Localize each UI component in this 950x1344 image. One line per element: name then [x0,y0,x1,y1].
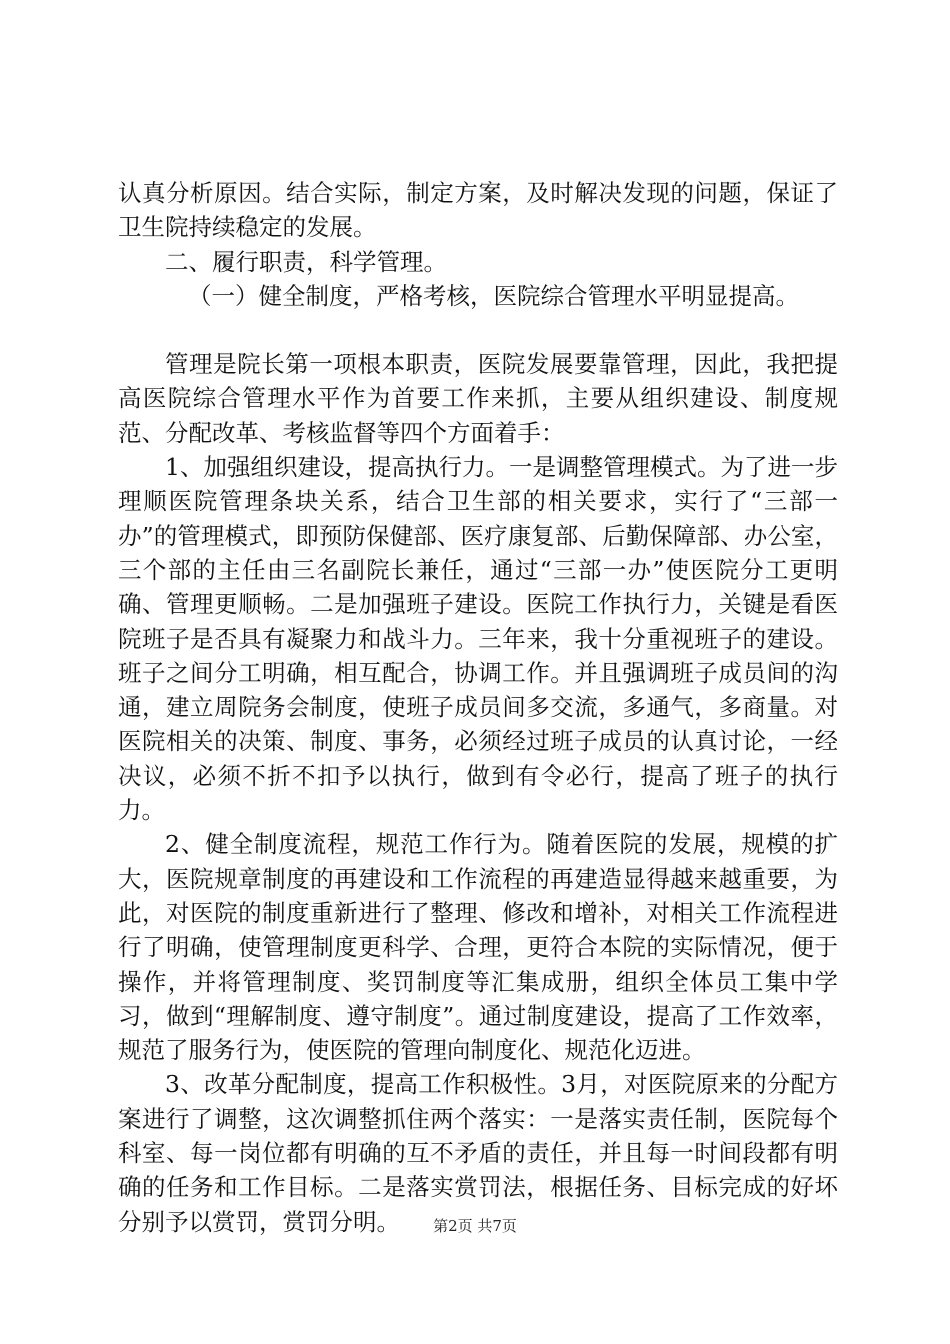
paragraph-item-2: 2、健全制度流程，规范工作行为。随着医院的发展，规模的扩大，医院规章制度的再建设和工作流程的再建造显得越来越重要，为此，对医院的制度重新进行了整理、修改和增补，对相关工作流程进行了明确，使管理制度更科学、合理，更符合本院的实际情况，便于操作，并将管理制度、奖罚制度等汇集成册，组织全体员工集中学习，做到“理解制度、遵守制度”。通过制度建设，提高了工作效率，规范了服务行为，使医院的管理向制度化、规范化迈进。 [118,830,838,1065]
section-heading: 二、履行职责，科学管理。 [165,247,447,276]
paragraph-intro: 管理是院长第一项根本职责，医院发展要靠管理，因此，我把提高医院综合管理水平作为首要工作来抓，主要从组织建设、制度规范、分配改革、考核监督等四个方面着手： [118,350,838,447]
paragraph-item-1: 1、加强组织建设，提高执行力。一是调整管理模式。为了进一步理顺医院管理条块关系，结合卫生部的相关要求，实行了“三部一办”的管理模式，即预防保健部、医疗康复部、后勤保障部、办公室，三个部的主任由三名副院长兼任，通过“三部一办”使医院分工更明确、管理更顺畅。二是加强班子建设。医院工作执行力，关键是看医院班子是否具有凝聚力和战斗力。三年来，我十分重视班子的建设。班子之间分工明确，相互配合，协调工作。并且强调班子成员间的沟通，建立周院务会制度，使班子成员间多交流，多通气，多商量。对医院相关的决策、制度、事务，必须经过班子成员的认真讨论，一经决议，必须不折不扣予以执行，做到有令必行，提高了班子的执行力。 [118,453,838,825]
paragraph-item-3: 3、改革分配制度，提高工作积极性。3月，对医院原来的分配方案进行了调整，这次调整抓住两个落实：一是落实责任制，医院每个科室、每一岗位都有明确的互不矛盾的责任，并且每一时间段都有明确的任务和工作目标。二是落实赏罚法，根据任务、目标完成的好坏分别予以赏罚，赏罚分明。 [118,1070,838,1236]
blank-line [118,313,838,347]
document-body [118,176,838,1239]
page-footer: 第2页 共7页 [433,1217,517,1235]
subsection-heading: （一）健全制度，严格考核，医院综合管理水平明显提高。 [188,281,799,310]
paragraph-continuation: 认真分析原因。结合实际，制定方案，及时解决发现的问题，保证了卫生院持续稳定的发展。 [118,179,838,242]
